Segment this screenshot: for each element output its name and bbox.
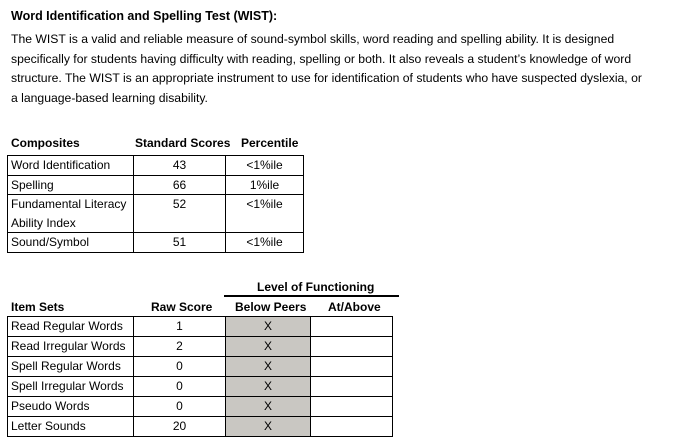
below-peers-mark: X — [226, 317, 311, 337]
raw-score: 20 — [134, 417, 226, 437]
below-peers-mark: X — [226, 337, 311, 357]
paragraph-line: specifically for students having difficulty with reading, spelling or both. It also reveals a student’s knowledge of word — [11, 51, 632, 66]
level-header-underline — [224, 295, 399, 297]
at-above-mark — [311, 357, 393, 377]
raw-score: 0 — [134, 357, 226, 377]
percentile-value: 1%ile — [226, 175, 304, 195]
composite-name-line: Ability Index — [11, 215, 76, 230]
percentile-value: <1%ile — [226, 195, 304, 233]
raw-score: 0 — [134, 397, 226, 417]
raw-score: 2 — [134, 337, 226, 357]
item-set-name: Spell Irregular Words — [8, 377, 134, 397]
standard-scores-header: Standard Scores — [135, 136, 231, 150]
item-set-name: Read Regular Words — [8, 317, 134, 337]
percentile-value: <1%ile — [226, 156, 304, 176]
below-peers-mark: X — [226, 357, 311, 377]
item-set-name: Spell Regular Words — [8, 357, 134, 377]
table-row — [8, 357, 393, 377]
level-of-functioning-header: Level of Functioning — [257, 280, 375, 294]
table-row — [8, 233, 304, 253]
item-set-name: Letter Sounds — [8, 417, 134, 437]
table-row — [8, 377, 393, 397]
at-above-header: At/Above — [328, 300, 381, 314]
table-row — [8, 397, 393, 417]
below-peers-mark: X — [226, 397, 311, 417]
standard-score: 43 — [134, 156, 226, 176]
composite-name — [8, 195, 134, 233]
composite-name: Word Identification — [8, 156, 134, 176]
standard-score: 52 — [134, 195, 226, 233]
section-title: Word Identification and Spelling Test (WIST): — [11, 9, 278, 23]
percentile-header: Percentile — [241, 136, 299, 150]
composites-table — [7, 155, 304, 253]
table-row — [8, 317, 393, 337]
raw-score: 0 — [134, 377, 226, 397]
composite-name: Sound/Symbol — [8, 233, 134, 253]
paragraph-line: The WIST is a valid and reliable measure of sound-symbol skills, word reading and spelling ability. It is designed — [11, 32, 615, 46]
table-row — [8, 417, 393, 437]
standard-score: 51 — [134, 233, 226, 253]
table-row — [8, 337, 393, 357]
standard-score: 66 — [134, 175, 226, 195]
paragraph-line: structure. The WIST is an appropriate instrument to use for identification of students who have suspected dyslexia, or — [11, 71, 642, 85]
composite-name: Spelling — [8, 175, 134, 195]
description-paragraph — [11, 30, 671, 108]
item-sets-table — [7, 316, 393, 437]
at-above-mark — [311, 317, 393, 337]
table-row — [8, 156, 304, 176]
below-peers-mark: X — [226, 417, 311, 437]
below-peers-mark: X — [226, 377, 311, 397]
raw-score: 1 — [134, 317, 226, 337]
item-set-name: Read Irregular Words — [8, 337, 134, 357]
item-set-name: Pseudo Words — [8, 397, 134, 417]
at-above-mark — [311, 397, 393, 417]
at-above-mark — [311, 377, 393, 397]
at-above-mark — [311, 417, 393, 437]
percentile-value: <1%ile — [226, 233, 304, 253]
composite-name-line: Fundamental Literacy — [11, 197, 127, 211]
below-peers-header: Below Peers — [235, 300, 307, 314]
table-row — [8, 175, 304, 195]
at-above-mark — [311, 337, 393, 357]
raw-score-header: Raw Score — [151, 300, 213, 314]
composites-header: Composites — [11, 136, 80, 150]
table-row — [8, 195, 304, 233]
paragraph-line: a language-based learning disability. — [11, 90, 208, 105]
item-sets-header: Item Sets — [11, 300, 65, 314]
